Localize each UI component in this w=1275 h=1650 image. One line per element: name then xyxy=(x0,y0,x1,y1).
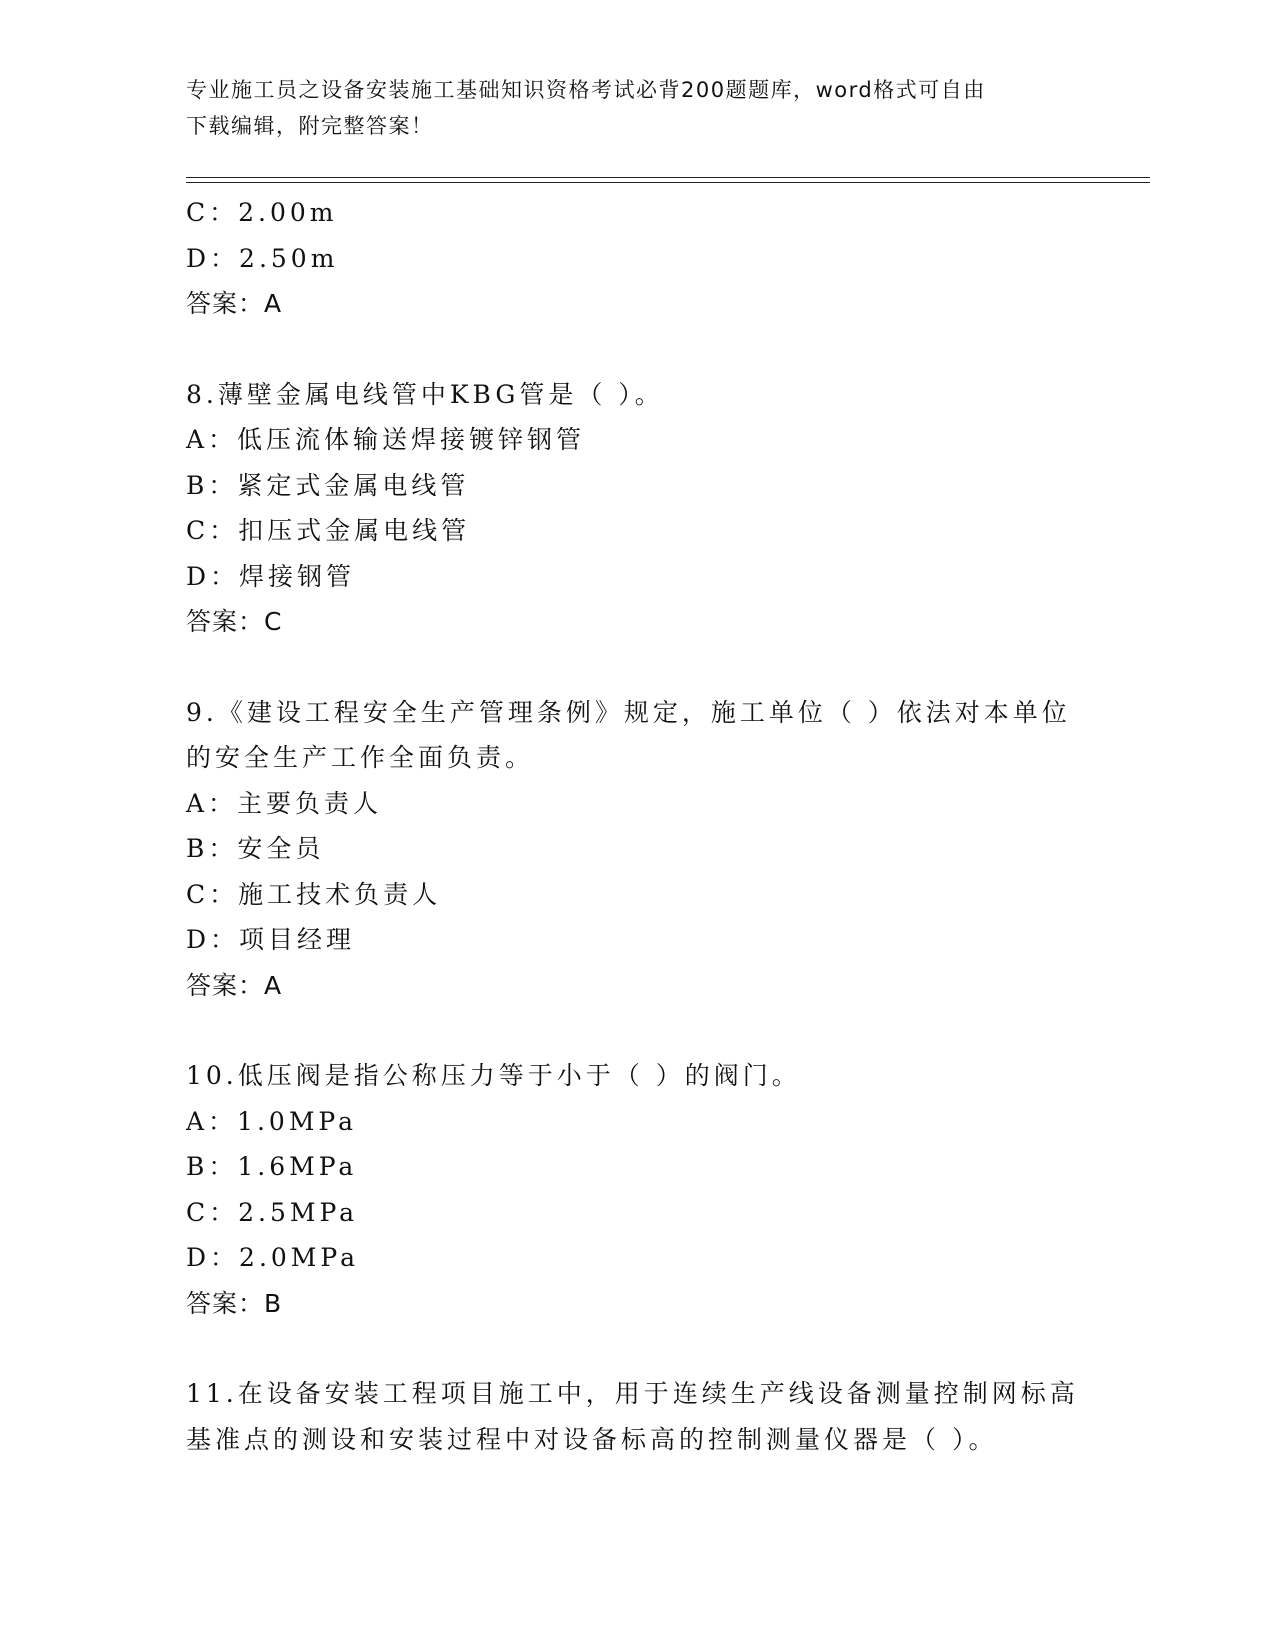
option-b: B：安全员 xyxy=(186,834,325,863)
answer-label: 答案：A xyxy=(186,289,283,318)
spacer xyxy=(186,1008,1086,1053)
option-d: D：项目经理 xyxy=(186,925,356,954)
question-8 xyxy=(186,372,1086,645)
option-a: A：主要负责人 xyxy=(186,788,383,818)
header-divider-top xyxy=(186,177,1150,178)
question-11 xyxy=(186,1371,1086,1462)
question-10 xyxy=(186,1053,1086,1326)
option-a: A：1.0MPa xyxy=(186,1106,358,1136)
option-a: A：低压流体输送焊接镀锌钢管 xyxy=(186,425,586,454)
header-divider-bottom xyxy=(186,182,1150,183)
answer-label: 答案：A xyxy=(186,970,283,1000)
option-d: D：2.0MPa xyxy=(186,1243,360,1272)
question-7-continuation xyxy=(186,190,1086,327)
option-d: D：2.50m xyxy=(186,243,339,273)
question-content xyxy=(186,190,1086,1462)
question-stem: 8.薄壁金属电线管中KBG管是（ ）。 xyxy=(186,379,664,409)
question-stem: 9.《建设工程安全生产管理条例》规定，施工单位（ ）依法对本单位 xyxy=(186,697,1071,727)
option-d: D：焊接钢管 xyxy=(186,561,356,591)
header-title-line-2: 下载编辑，附完整答案！ xyxy=(186,114,434,138)
question-stem: 的安全生产工作全面负责。 xyxy=(186,743,535,772)
header-title-line-1: 专业施工员之设备安装施工基础知识资格考试必背200题题库，word格式可自由 xyxy=(186,78,986,102)
question-stem: 10.低压阀是指公称压力等于小于（ ）的阀门。 xyxy=(186,1061,801,1090)
question-stem: 11.在设备安装工程项目施工中，用于连续生产线设备测量控制网标高 xyxy=(186,1379,1079,1408)
spacer xyxy=(186,645,1086,690)
document-header xyxy=(186,72,1086,144)
option-c: C：扣压式金属电线管 xyxy=(186,516,471,545)
question-stem: 基准点的测设和安装过程中对设备标高的控制测量仪器是（ ）。 xyxy=(186,1424,998,1454)
option-b: B：1.6MPa xyxy=(186,1152,358,1181)
option-c: C：2.00m xyxy=(186,198,338,227)
option-b: B：紧定式金属电线管 xyxy=(186,470,470,500)
answer-label: 答案：C xyxy=(186,607,283,636)
spacer xyxy=(186,1326,1086,1371)
option-c: C：2.5MPa xyxy=(186,1197,359,1227)
question-9 xyxy=(186,690,1086,1009)
spacer xyxy=(186,327,1086,372)
option-c: C：施工技术负责人 xyxy=(186,879,442,909)
answer-label: 答案：B xyxy=(186,1288,283,1318)
